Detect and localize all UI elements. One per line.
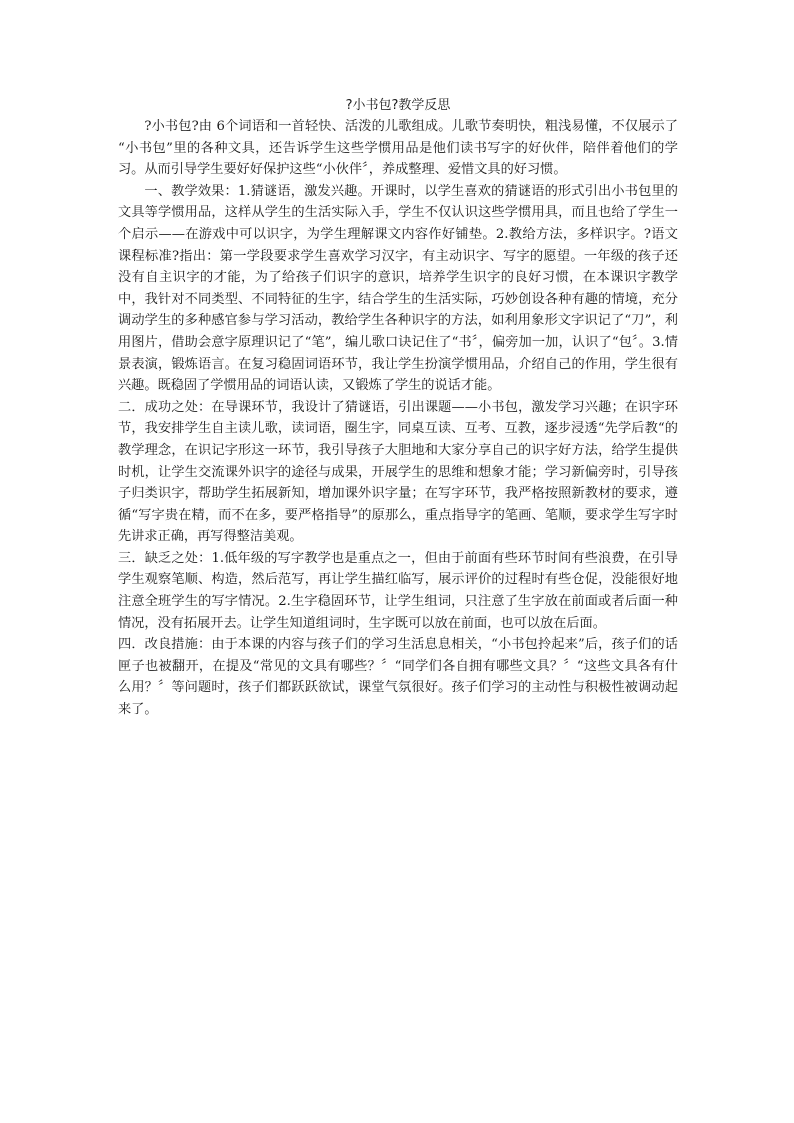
document-title: ?小书包?教学反思 — [345, 98, 451, 113]
paragraph-shortcomings: 三．缺乏之处：1.低年级的写字教学也是重点之一，但由于前面有些环节时间有些浪费，在引导学生观察笔顺、构造，然后范写，再让学生描红临写，展示评价的过程时有些仓促，没能很好地注意全班学生的写字情况。2.生字稳固环节，让学生组词，只注意了生字放在前面或者后面一种情况，没有拓展开去。让学生知道组词时，生字既可以放在前面，也可以放在后面。 — [118, 550, 678, 631]
paragraph-success: 二．成功之处：在导课环节，我设计了猜谜语，引出课题——小书包，激发学习兴趣；在识字环节，我安排学生自主读儿歌，读词语，圈生字，同桌互读、互考、互教，逐步浸透“先学后教“的教学理念，在识记字形这一环节，我引导孩子大胆地和大家分享自己的识字好方法，给学生提供时机，让学生交流课外识字的途径与成果，开展学生的思维和想象才能；学习新偏旁时，引导孩子归类识字，帮助学生拓展新知，增加课外识字量；在写字环节，我严格按照新教材的要求，遵循“写字贵在精，而不在多，要严格指导”的原那么，重点指导字的笔画、笔顺，要求学生写字时先讲求正确，再写得整洁美观。 — [118, 399, 678, 545]
paragraph-improvements: 四．改良措施：由于本课的内容与孩子们的学习生活息息相关，“小书包拎起来”后，孩子们的话匣子也被翻开，在提及“常见的文具有哪些？〞“同学们各自拥有哪些文具？〞“这些文具各有什么用？〞等问题时，孩子们都跃跃欲试，课堂气氛很好。孩子们学习的主动性与积极性被调动起来了。 — [118, 637, 678, 718]
paragraph-intro: ?小书包?由 6个词语和一首轻快、活泼的儿歌组成。儿歌节奏明快，粗浅易懂，不仅展示了 “小书包”里的各种文具，还告诉学生这些学惯用品是他们读书写字的好伙伴，陪伴着他们的学习。从而引导学生要好好保护这些“小伙伴〞，养成整理、爱惜文具的好习惯。 — [118, 119, 678, 178]
paragraph-teaching-effect: 一、教学效果：1.猜谜语，激发兴趣。开课时，以学生喜欢的猜谜语的形式引出小书包里的文具等学惯用品，这样从学生的生活实际入手，学生不仅认识这些学惯用具，而且也给了学生一个启示——在游戏中可以识字，为学生理解课文内容作好铺垫。2.教给方法，多样识字。?语文课程标准?指出：第一学段要求学生喜欢学习汉字，有主动识字、写字的愿望。一年级的孩子还没有自主识字的才能，为了给孩子们识字的意识，培养学生识字的良好习惯，在本课识字教学中，我针对不同类型、不同特征的生字，结合学生的生活实际，巧妙创设各种有趣的情境，充分调动学生的多种感官参与学习活动，教给学生各种识字的方法，如利用象形文字识记了“刀”，利用图片，借助会意字原理识记了“笔”，编儿歌口诀记住了“书〞，偏旁加一加，认识了“包〞。3.情景表演，锻炼语言。在复习稳固词语环节，我让学生扮演学惯用品，介绍自己的作用，学生很有兴趣。既稳固了学惯用品的词语认读，又锻炼了学生的说话才能。 — [118, 183, 678, 394]
document-page — [118, 97, 678, 721]
